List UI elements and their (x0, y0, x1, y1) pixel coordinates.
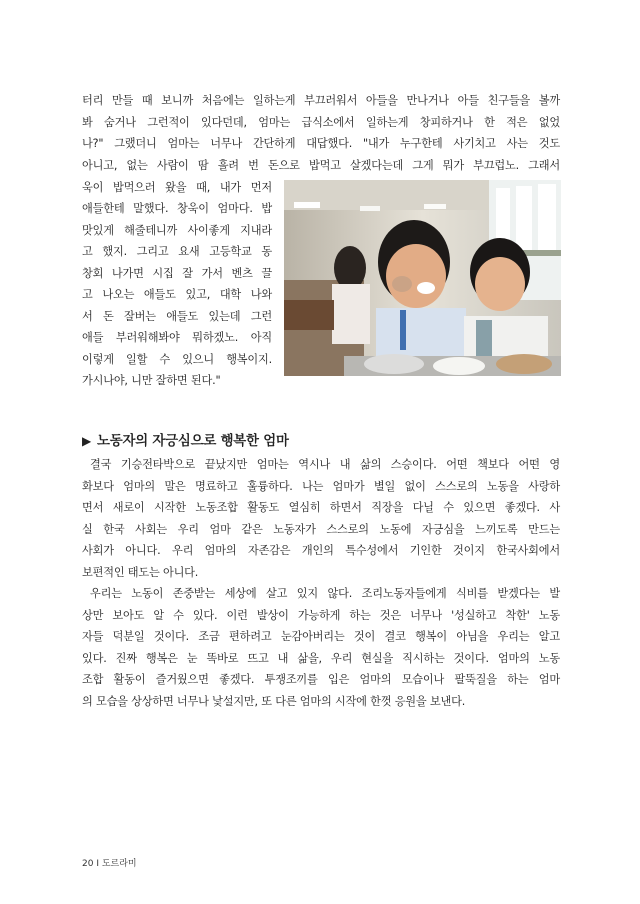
body-line: 봐 숨거나 그런적이 있다던데, 엄마는 급식소에서 일하는게 창피하거나 한 적은 없었 (82, 116, 560, 129)
body-line: 욱이 밥먹으러 왔을 때, 내가 먼저 (82, 181, 272, 194)
body-line: 애들 부러워해봐야 뭐하겠노. 아직 (82, 331, 272, 344)
triangle-bullet-icon: ▶ (82, 434, 92, 448)
body-line: 의 모습을 상상하면 너무나 낯설지만, 또 다른 엄마의 시작에 한껏 응원을 보낸다. (82, 695, 466, 708)
body-line: 면서 새로이 시작한 노동조합 활동도 열심히 하면서 직장을 다닐 수 있으면 좋겠다. 사 (82, 501, 560, 514)
body-line: 있다. 진짜 행복은 눈 똑바로 뜨고 내 삶을, 우리 현실을 직시하는 것이다. 엄마의 노동 (82, 652, 560, 665)
body-line: 조합 활동이 즐거웠으면 좋겠다. 투쟁조끼를 입은 엄마의 모습이나 팔뚝질을 하는 엄마 (82, 673, 560, 686)
cafeteria-photo (284, 180, 561, 376)
page-footer: 20 I 도르라미 (82, 859, 137, 869)
body-line: 아니고, 없는 사람이 땀 흘려 번 돈으로 밥먹고 살겠다는데 그게 뭐가 부끄럽노. 그래서 (82, 159, 560, 172)
body-line: 결국 기승전타박으로 끝났지만 엄마는 역시나 내 삶의 스승이다. 어떤 책보다 어떤 영 (90, 458, 560, 471)
section-title: 노동자의 자긍심으로 행복한 엄마 (97, 434, 289, 449)
body-line: 우리는 노동이 존중받는 세상에 살고 있지 않다. 조리노동자들에게 식비를 받겠다는 발 (90, 587, 560, 600)
body-line: 자들 덕분일 것이다. 조금 편하려고 눈감아버리는 것이 결코 행복이 아님을 우리는 알고 (82, 630, 560, 643)
body-line: 상만 보아도 알 수 있다. 이런 발상이 가능하게 하는 것은 너무나 '성실하고 착한' 노동 (82, 609, 560, 622)
body-line: 가시나야, 니만 잘하면 된다." (82, 374, 221, 387)
section-heading (82, 430, 289, 449)
body-line: 사회가 아니다. 우리 엄마의 자존감은 개인의 특수성에서 기인한 것이지 한국사회에서 (82, 544, 560, 557)
body-line: 터리 만들 때 보니까 처음에는 일하는게 부끄러워서 아들을 만나거나 아들 친구들을 볼까 (82, 94, 560, 107)
body-line: 서 돈 잘버는 애들도 있는데 그런 (82, 310, 272, 323)
body-line: 실 한국 사회는 우리 엄마 같은 노동자가 스스로의 노동에 자긍심을 느끼도록 만드는 (82, 523, 560, 536)
body-line: 고 나오는 애들도 있고, 대학 나와 (82, 288, 272, 301)
body-line: 보편적인 태도는 아니다. (82, 566, 199, 579)
body-line: 나?" 그랬더니 엄마는 너무나 간단하게 대답했다. "내가 누구한테 사기치고 사는 것도 (82, 137, 560, 150)
body-line: 화보다 엄마의 말은 명료하고 훌륭하다. 나는 엄마가 별일 없이 스스로의 노동을 사랑하 (82, 480, 560, 493)
body-line: 창회 나가면 시집 잘 가서 벤츠 끌 (82, 267, 272, 280)
body-line: 애들한테 말했다. 창욱이 엄마다. 밥 (82, 202, 272, 215)
body-line: 이렇게 일할 수 있으니 행복이지. (82, 353, 272, 366)
body-line: 고 했지. 그리고 요새 고등학교 동 (82, 245, 272, 258)
body-line: 맛있게 해줄테니까 사이좋게 지내라 (82, 224, 272, 237)
